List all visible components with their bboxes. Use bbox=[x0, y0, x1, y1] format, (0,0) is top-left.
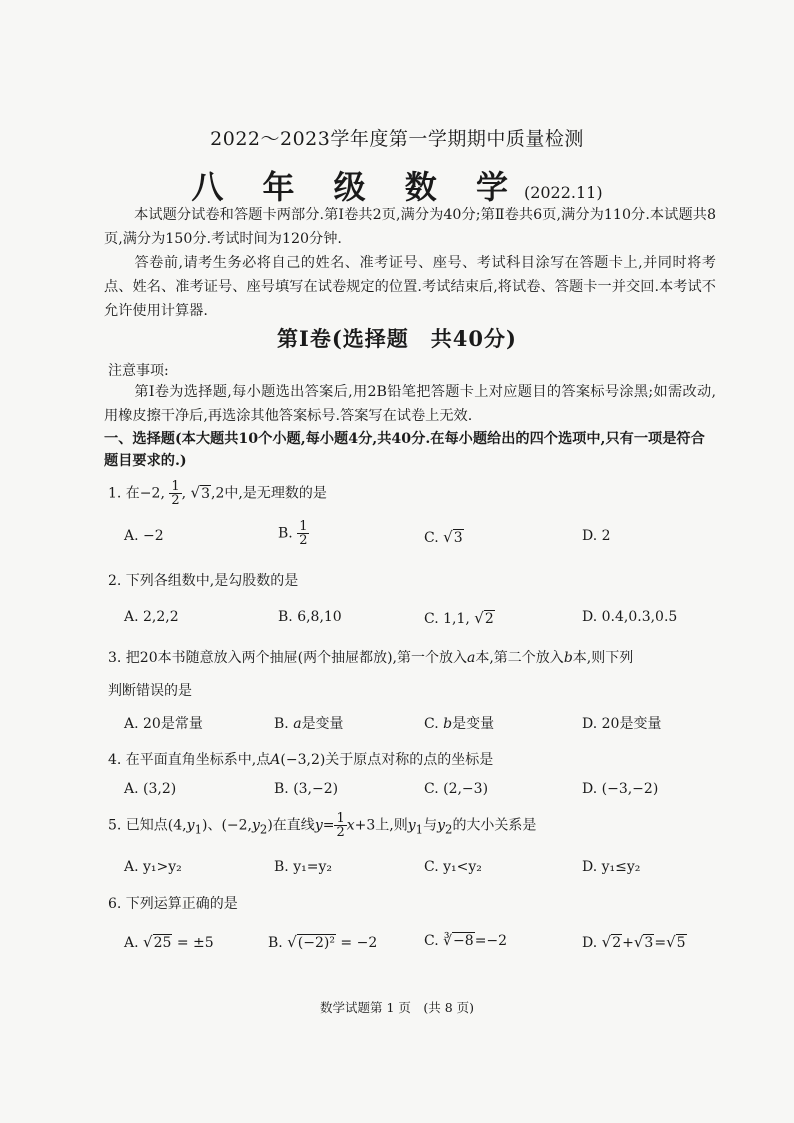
question-5-option-c[interactable]: C. y₁<y₂ bbox=[424, 859, 482, 875]
sqrt-symbol: √ bbox=[190, 483, 201, 502]
question-5-stem: 5. 已知点$(4,y_1)$、$(-2,y_2)$在直线y= $\frac{1}{2}$ x+3上,则$y_1$与$y_2$的大小关系是 bbox=[108, 811, 537, 840]
sqrt-symbol: √ bbox=[143, 933, 153, 951]
question-3-option-c[interactable]: C. b是变量 bbox=[424, 716, 495, 732]
sqrt-symbol: √ bbox=[633, 933, 644, 951]
sqrt-symbol: √ bbox=[443, 528, 453, 546]
page-footer: 数学试题第 1 页 (共 8 页) bbox=[319, 1000, 475, 1015]
question-3-stem-line-2: 判断错误的是 bbox=[108, 683, 192, 699]
exam-date: (2022.11) bbox=[523, 183, 603, 202]
fraction: $\frac{1}{2}$ bbox=[299, 519, 308, 548]
section-heading: 一、选择题(本大题共10个小题,每小题4分,共40分.在每小题给出的四个选项中,只有一项是符合题目要求的.) bbox=[104, 431, 705, 469]
notice-label: 注意事项: bbox=[108, 363, 169, 379]
part-title: 第Ⅰ卷(选择题 共40分) bbox=[277, 326, 517, 351]
question-5-option-b[interactable]: B. y₁=y₂ bbox=[274, 859, 332, 875]
fraction: $\frac{1}{2}$ bbox=[171, 479, 180, 508]
sqrt-symbol: √ bbox=[474, 609, 484, 627]
question-3-option-b[interactable]: B. a是变量 bbox=[274, 716, 344, 732]
question-1-stem: 1. 在−2, $\frac{1}{2}$ , √3,2中,是无理数的是 bbox=[108, 479, 327, 508]
question-2-stem: 2. 下列各组数中,是勾股数的是 bbox=[108, 573, 299, 589]
question-4-stem: 4. 在平面直角坐标系中,点A(−3,2)关于原点对称的点的坐标是 bbox=[108, 752, 494, 768]
question-6-option-a[interactable]: A. √25 = ±5 bbox=[124, 933, 214, 951]
question-2-option-c[interactable]: C. 1,1, √2 bbox=[424, 609, 494, 627]
question-2-option-d[interactable]: D. 0.4,0.3,0.5 bbox=[582, 609, 678, 625]
question-1-option-a[interactable]: A. −2 bbox=[124, 528, 164, 544]
question-1-option-b[interactable]: B. $\frac{1}{2}$ bbox=[278, 519, 308, 548]
question-1-option-d[interactable]: D. 2 bbox=[582, 528, 611, 544]
question-6-option-b[interactable]: B. √(−2)² = −2 bbox=[268, 933, 378, 951]
intro-paragraph-1: 本试题分试卷和答题卡两部分.第Ⅰ卷共2页,满分为40分;第Ⅱ卷共6页,满分为110分.本试题共8页,满分为150分.考试时间为120分钟. bbox=[104, 207, 716, 247]
cube-root-symbol: ∛ bbox=[443, 933, 453, 949]
question-5-option-a[interactable]: A. y₁>y₂ bbox=[124, 859, 182, 875]
question-4-option-a[interactable]: A. (3,2) bbox=[124, 781, 177, 797]
question-2-option-b[interactable]: B. 6,8,10 bbox=[278, 609, 342, 625]
question-3-stem-line-1: 3. 把20本书随意放入两个抽屉(两个抽屉都放),第一个放入a本,第二个放入b本,则下列 bbox=[108, 650, 634, 666]
notice-text: 第Ⅰ卷为选择题,每小题选出答案后,用2B铅笔把答题卡上对应题目的答案标号涂黑;如需改动,用橡皮擦干净后,再选涂其他答案标号.答案写在试卷上无效. bbox=[104, 384, 716, 424]
intro-paragraph-2: 答卷前,请考生务必将自己的姓名、准考证号、座号、考试科目涂写在答题卡上,并同时将考点、姓名、准考证号、座号填写在试卷规定的位置.考试结束后,将试卷、答题卡一并交回.本考试不允许使用计算器. bbox=[104, 255, 716, 319]
question-4-option-d[interactable]: D. (−3,−2) bbox=[582, 781, 659, 797]
sqrt-symbol: √ bbox=[287, 933, 297, 951]
question-2-option-a[interactable]: A. 2,2,2 bbox=[124, 609, 179, 625]
question-4-option-b[interactable]: B. (3,−2) bbox=[274, 781, 339, 797]
sqrt-symbol: √ bbox=[601, 933, 612, 951]
exam-title: 2022～2023学年度第一学期期中质量检测 bbox=[210, 128, 584, 150]
sqrt-symbol: √ bbox=[666, 933, 676, 951]
subject-heading bbox=[0, 162, 794, 208]
question-3-option-a[interactable]: A. 20是常量 bbox=[124, 716, 203, 732]
subject-title: 八 年 级 数 学 bbox=[191, 168, 522, 206]
question-6-option-d[interactable]: D. √2+√3=√5 bbox=[582, 933, 686, 951]
question-4-option-c[interactable]: C. (2,−3) bbox=[424, 781, 489, 797]
fraction: $\frac{1}{2}$ bbox=[336, 811, 345, 840]
question-1-option-c[interactable]: C. √3 bbox=[424, 528, 463, 546]
question-5-option-d[interactable]: D. y₁≤y₂ bbox=[582, 859, 641, 875]
question-6-option-c[interactable]: C. ∛−8=−2 bbox=[424, 933, 508, 949]
question-3-option-d[interactable]: D. 20是变量 bbox=[582, 716, 662, 732]
question-6-stem: 6. 下列运算正确的是 bbox=[108, 896, 238, 912]
